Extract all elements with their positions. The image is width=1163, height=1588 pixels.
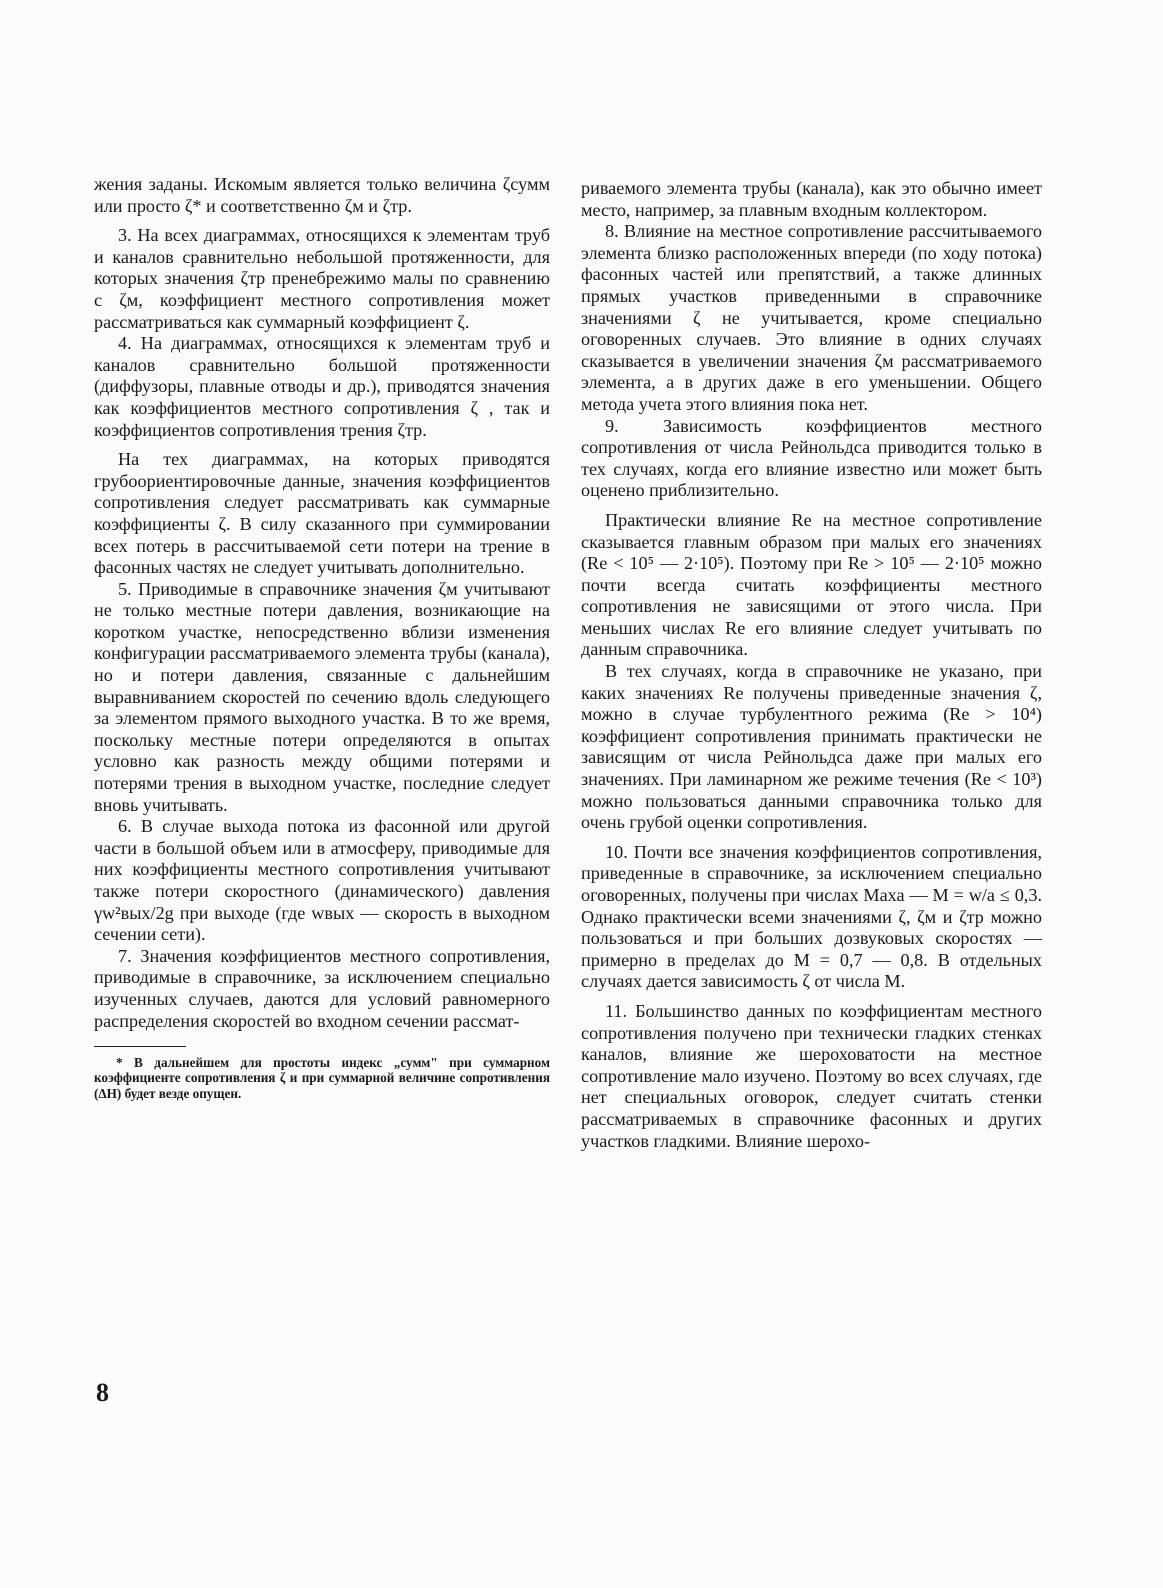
paragraph: риваемого элемента трубы (канала), как это обычно имеет место, например, за плавным входным коллектором. xyxy=(581,178,1042,220)
paragraph: 6. В случае выхода потока из фасонной или другой части в большой объем или в атмосферу, приводимые для них коэффициенты местного сопротивления учитывают также потери скоростного (динамического) давления γw²вых/2g при выходе (где wвых — скорость в выходном сечении сети). xyxy=(94,816,550,945)
paragraph: В тех случаях, когда в справочнике не указано, при каких значениях Re получены приведенные значения ζ, можно в случае турбулентного режима (Re > 10⁴) коэффициент сопротивления принимать практически не зависящим от числа Рейнольдса даже при малых его значениях. При ламинарном же режиме течения (Re < 10³) можно пользоваться данными справочника только для очень грубой оценки сопротивления. xyxy=(581,661,1042,833)
page-number: 8 xyxy=(96,1378,109,1407)
left-column xyxy=(94,174,550,1101)
paragraph: 7. Значения коэффициентов местного сопротивления, приводимые в справочнике, за исключением специально изученных случаев, даются для условий равномерного распределения скоростей во входном сечении рассмат- xyxy=(94,945,550,1031)
paragraph: 4. На диаграммах, относящихся к элементам труб и каналов сравнительно большой протяженности (диффузоры, плавные отводы и др.), приводятся значения как коэффициентов местного сопротивления ζ , так и коэффициентов сопротивления трения ζтр. xyxy=(94,333,550,440)
footnote: * В дальнейшем для простоты индекс „сумм" при суммарном коэффициенте сопротивления ζ и при суммарной величине сопротивления (ΔH) будет везде опущен. xyxy=(94,1055,550,1101)
paragraph: Практически влияние Re на местное сопротивление сказывается главным образом при малых его значениях (Re < 10⁵ — 2·10⁵). Поэтому при Re > 10⁵ — 2·10⁵ можно почти всегда считать коэффициенты местного сопротивления не зависящими от этого числа. При меньших числах Re его влияние следует учитывать по данным справочника. xyxy=(581,509,1042,660)
paragraph: На тех диаграммах, на которых приводятся грубоориентировочные данные, значения коэффициентов сопротивления следует рассматривать как суммарные коэффициенты ζ. В силу сказанного при суммировании всех потерь в рассчитываемой сети потери на трение в фасонных частях не следует учитывать дополнительно. xyxy=(94,449,550,578)
paragraph: 9. Зависимость коэффициентов местного сопротивления от числа Рейнольдса приводится только в тех случаях, когда его влияние известно или может быть оценено приблизительно. xyxy=(581,415,1042,501)
right-column xyxy=(581,178,1042,1152)
paragraph: 3. На всех диаграммах, относящихся к элементам труб и каналов сравнительно небольшой протяженности, для которых значения ζтр пренебрежимо малы по сравнению с ζм, коэффициент местного сопротивления может рассматриваться как суммарный коэффициент ζ. xyxy=(94,225,550,332)
paragraph: жения заданы. Искомым является только величина ζсумм или просто ζ* и соответственно ζм и ζтр. xyxy=(94,174,550,216)
paragraph: 5. Приводимые в справочнике значения ζм учитывают не только местные потери давления, возникающие на коротком участке, непосредственно вблизи изменения конфигурации рассматриваемого элемента трубы (канала), но и потери давления, связанные с дальнейшим выравниванием скоростей по сечению вдоль следующего за элементом прямого выходного участка. В то же время, поскольку местные потери определяются в опытах условно как разность между общими потерями и потерями трения в выходном участке, последние следует вновь учитывать. xyxy=(94,578,550,815)
paragraph: 11. Большинство данных по коэффициентам местного сопротивления получено при технически гладких стенках каналов, влияние же шероховатости на местное сопротивление мало изучено. Поэтому во всех случаях, где нет специальных оговорок, следует считать стенки рассматриваемых в справочнике фасонных и других участков гладкими. Влияние шерохо- xyxy=(581,1000,1042,1151)
paragraph: 10. Почти все значения коэффициентов сопротивления, приведенные в справочнике, за исключением специально оговоренных, получены при числах Маха — M = w/a ≤ 0,3. Однако практически всеми значениями ζ, ζм и ζтр можно пользоваться и при больших дозвуковых скоростях — примерно в пределах до M = 0,7 — 0,8. В отдельных случаях дается зависимость ζ от числа M. xyxy=(581,841,1042,992)
footnote-rule xyxy=(94,1046,186,1047)
paragraph: 8. Влияние на местное сопротивление рассчитываемого элемента близко расположенных впереди (по ходу потока) фасонных частей или препятствий, а также длинных прямых участков приведенными в справочнике значениями ζ не учитывается, кроме специально оговоренных случаев. Это влияние в одних случаях сказывается в увеличении значения ζм рассматриваемого элемента, а в других даже в его уменьшении. Общего метода учета этого влияния пока нет. xyxy=(581,221,1042,414)
